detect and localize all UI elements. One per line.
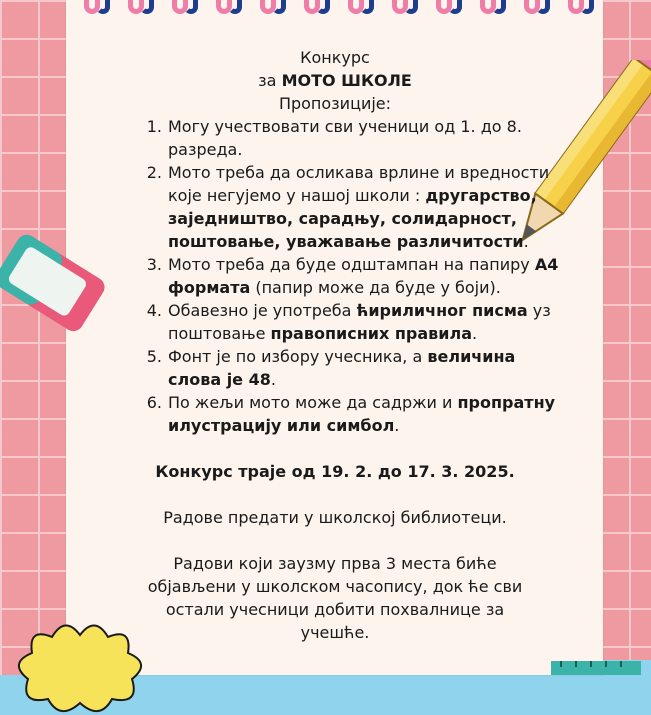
- rule-item: [168, 115, 570, 161]
- rule-bold-text: правописних правила: [270, 324, 473, 343]
- spiral-ring-icon: [524, 0, 550, 18]
- rule-text: .: [472, 324, 478, 343]
- propositions-heading: Пропозиције:: [278, 94, 392, 113]
- rule-text: По жељи мото може да садржи и: [168, 393, 458, 412]
- rule-bold-text: величина слова је 48: [168, 347, 516, 389]
- rule-text: уз поштовање: [168, 301, 551, 343]
- spiral-ring-icon: [172, 0, 198, 18]
- spiral-ring-icon: [216, 0, 242, 18]
- rule-item: [168, 161, 570, 253]
- rule-bold-text: пропратну илустрацију или симбол: [168, 393, 556, 435]
- prize-text: Радови који заузму прва 3 места биће објављени у школском часопису, док ће сви остали учесници добити похвалнице за учешће.: [147, 554, 523, 642]
- rule-item: [168, 391, 570, 437]
- rule-item: [168, 345, 570, 391]
- flyer-text: [100, 46, 570, 644]
- rule-text: Могу учествовати сви ученици од 1. до 8. разреда.: [168, 117, 522, 159]
- rule-bold-text: ћириличног писма: [356, 301, 528, 320]
- ruler-icon: [551, 655, 641, 675]
- rule-text: .: [270, 370, 276, 389]
- rule-text: .: [523, 232, 529, 251]
- rule-bold-text: А4 формата: [168, 255, 559, 297]
- spiral-ring-icon: [480, 0, 506, 18]
- spiral-ring-icon: [304, 0, 330, 18]
- title-bold: МОТО ШКОЛЕ: [281, 71, 412, 90]
- rule-text: Мото треба да осликава врлине и вредности које негујемо у нашој школи :: [168, 163, 550, 205]
- rule-text: .: [394, 416, 400, 435]
- deadline-bold: Конкурс траје од 19. 2. до 17. 3. 2025.: [155, 462, 515, 481]
- spiral-ring-icon: [568, 0, 594, 18]
- spiral-ring-icon: [348, 0, 374, 18]
- eraser-icon: [0, 218, 110, 348]
- rule-text: Фонт је по избору учесника, а: [168, 347, 428, 366]
- title-prefix: за: [258, 71, 282, 90]
- spiral-ring-icon: [84, 0, 110, 18]
- rule-bold-text: другарство, заједништво, сарадњу, солидарност, поштовање, уважавање различитости: [168, 186, 537, 251]
- rule-text: Обавезно је употреба: [168, 301, 357, 320]
- spiral-ring-icon: [392, 0, 418, 18]
- flyer-title: [100, 69, 570, 92]
- spiral-ring-icon: [128, 0, 154, 18]
- rule-text: Мото треба да буде одштампан на папиру: [168, 255, 535, 274]
- rules-list: [140, 115, 570, 437]
- spiral-ring-icon: [260, 0, 286, 18]
- spiral-ring-icon: [436, 0, 462, 18]
- spiral-binding: [66, 0, 603, 20]
- deadline-text: [100, 460, 570, 483]
- rule-item: [168, 299, 570, 345]
- submit-text: Радове предати у школској библиотеци.: [163, 508, 507, 527]
- rule-item: [168, 253, 570, 299]
- contest-label: Конкурс: [300, 48, 370, 67]
- rule-text: (папир може да буде у боји).: [250, 278, 501, 297]
